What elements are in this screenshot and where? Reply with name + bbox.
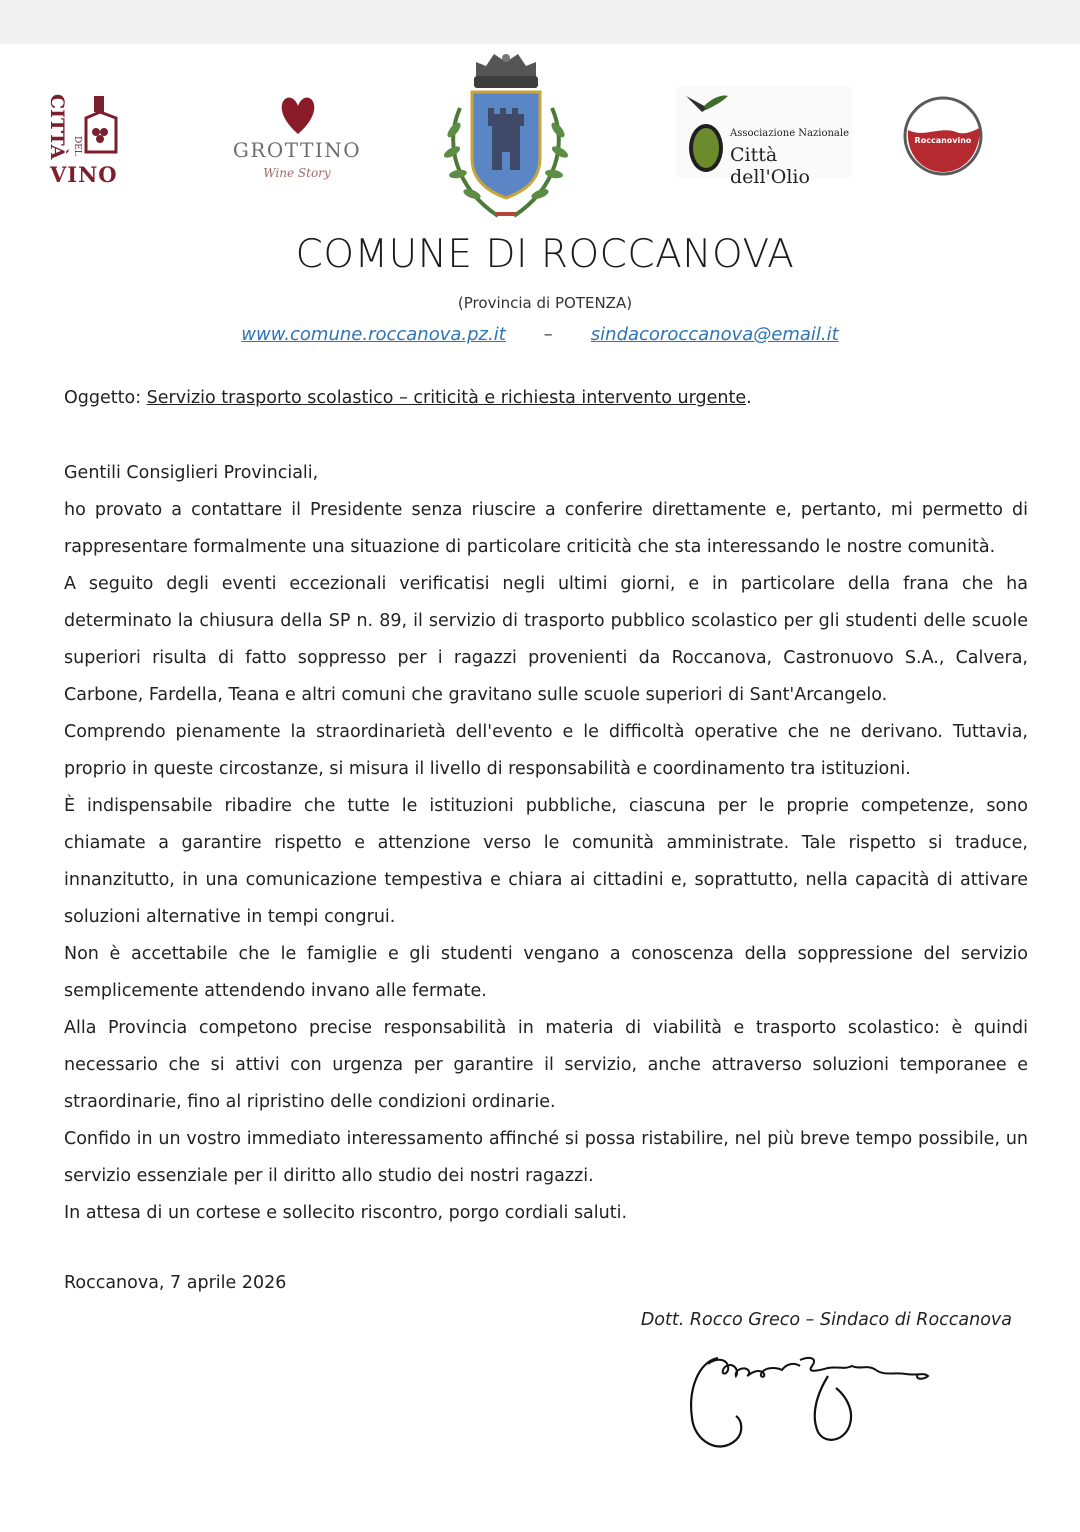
email-link[interactable]: sindacoroccanova@email.it [590, 324, 839, 345]
handwritten-signature [678, 1340, 958, 1464]
contact-links [0, 324, 1080, 345]
citta-olio-line2: Città dell'Olio [730, 144, 810, 188]
letter-paragraph: È indispensabile ribadire che tutte le istituzioni pubbliche, ciascuna per le proprie competenze, sono chiamate a garantire rispetto e attenzione verso le comunità amministrate. Tale rispetto si traduce, innanzitutto, in una comunicazione tempestiva e chiara ai cittadini e, soprattutto, nella capacità di attivare soluzioni alternative in tempi congrui. [64, 796, 1028, 927]
citta-del-vino-line3: VINO [50, 162, 118, 187]
letter-paragraph: Alla Provincia competono precise responsabilità in materia di viabilità e trasporto scolastico: è quindi necessario che si attivi con urgenza per garantire il servizio, anche attraverso soluzioni temporanee e straordinarie, fino al ripristino delle condizioni ordinarie. [64, 1018, 1028, 1112]
province-subtitle: (Provincia di POTENZA) [457, 294, 633, 312]
wine-bottle-icon [80, 96, 120, 156]
citta-del-vino-line2: DEL [72, 136, 82, 156]
citta-del-vino-line1: CITTÀ [46, 94, 68, 160]
subject-label: Oggetto: [64, 388, 147, 408]
letter-body [64, 455, 1028, 1232]
subject-text: Servizio trasporto scolastico – criticità e richiesta intervento urgente [146, 388, 747, 408]
page-title: COMUNE DI ROCCANOVA [295, 232, 795, 277]
roccanovino-logo [900, 96, 986, 176]
citta-olio-line1: Associazione Nazionale [730, 128, 850, 139]
letter-paragraph: A seguito degli eventi eccezionali verificatisi negli ultimi giorni, e in particolare della frana che ha determinato la chiusura della SP n. 89, il servizio di trasporto pubblico scolastico per gli studenti delle scuole superiori risulta di fatto soppresso per i ragazzi provenienti da Roccanova, Castronuovo S.A., Calvera, Carbone, Fardella, Teana e altri comuni che gravitano sulle scuole superiori di Sant'Arcangelo. [64, 574, 1028, 705]
letter-paragraph: ho provato a contattare il Presidente senza riuscire a conferire direttamente e, pertanto, mi permetto di rappresentare formalmente una situazione di particolare criticità che sta interessando le nostre comunità. [64, 500, 1028, 557]
link-separator: – [543, 324, 553, 345]
place-date: Roccanova, 7 aprile 2026 [64, 1273, 287, 1293]
citta-olio-logo [676, 86, 852, 188]
website-link[interactable]: www.comune.roccanova.pz.it [241, 324, 506, 345]
top-bar [0, 0, 1080, 44]
signer-name: Dott. Rocco Greco – Sindaco di Roccanova [640, 1310, 1012, 1330]
grottino-leaf-icon [278, 94, 318, 136]
letter-paragraph: Non è accettabile che le famiglie e gli studenti vengano a conoscenza della soppressione del servizio semplicemente attendendo invano alle fermate. [64, 944, 1028, 1001]
grottino-logo [232, 92, 362, 192]
crest-icon [430, 48, 582, 224]
citta-del-vino-logo [46, 88, 128, 188]
subject-line [64, 388, 1024, 408]
letter-paragraph: Comprendo pienamente la straordinarietà dell'evento e le difficoltà operative che ne derivano. Tuttavia, proprio in queste circostanze, si misura il livello di responsabilità e coordinamento tra istituzioni. [64, 722, 1028, 779]
municipal-crest [430, 48, 582, 224]
letter-greeting: Gentili Consiglieri Provinciali, [64, 463, 319, 483]
olive-icon [682, 90, 730, 176]
signature-icon [678, 1340, 958, 1460]
grottino-tagline: Wine Story [263, 166, 331, 180]
grottino-name: GROTTINO [232, 138, 362, 162]
letter-paragraph: In attesa di un cortese e sollecito riscontro, porgo cordiali saluti. [64, 1203, 628, 1223]
subject-end: . [746, 388, 752, 408]
roccanovino-text: Roccanovino [914, 136, 972, 145]
letter-paragraph: Confido in un vostro immediato interessamento affinché si possa ristabilire, nel più breve tempo possibile, un servizio essenziale per il diritto allo studio dei nostri ragazzi. [64, 1129, 1028, 1186]
